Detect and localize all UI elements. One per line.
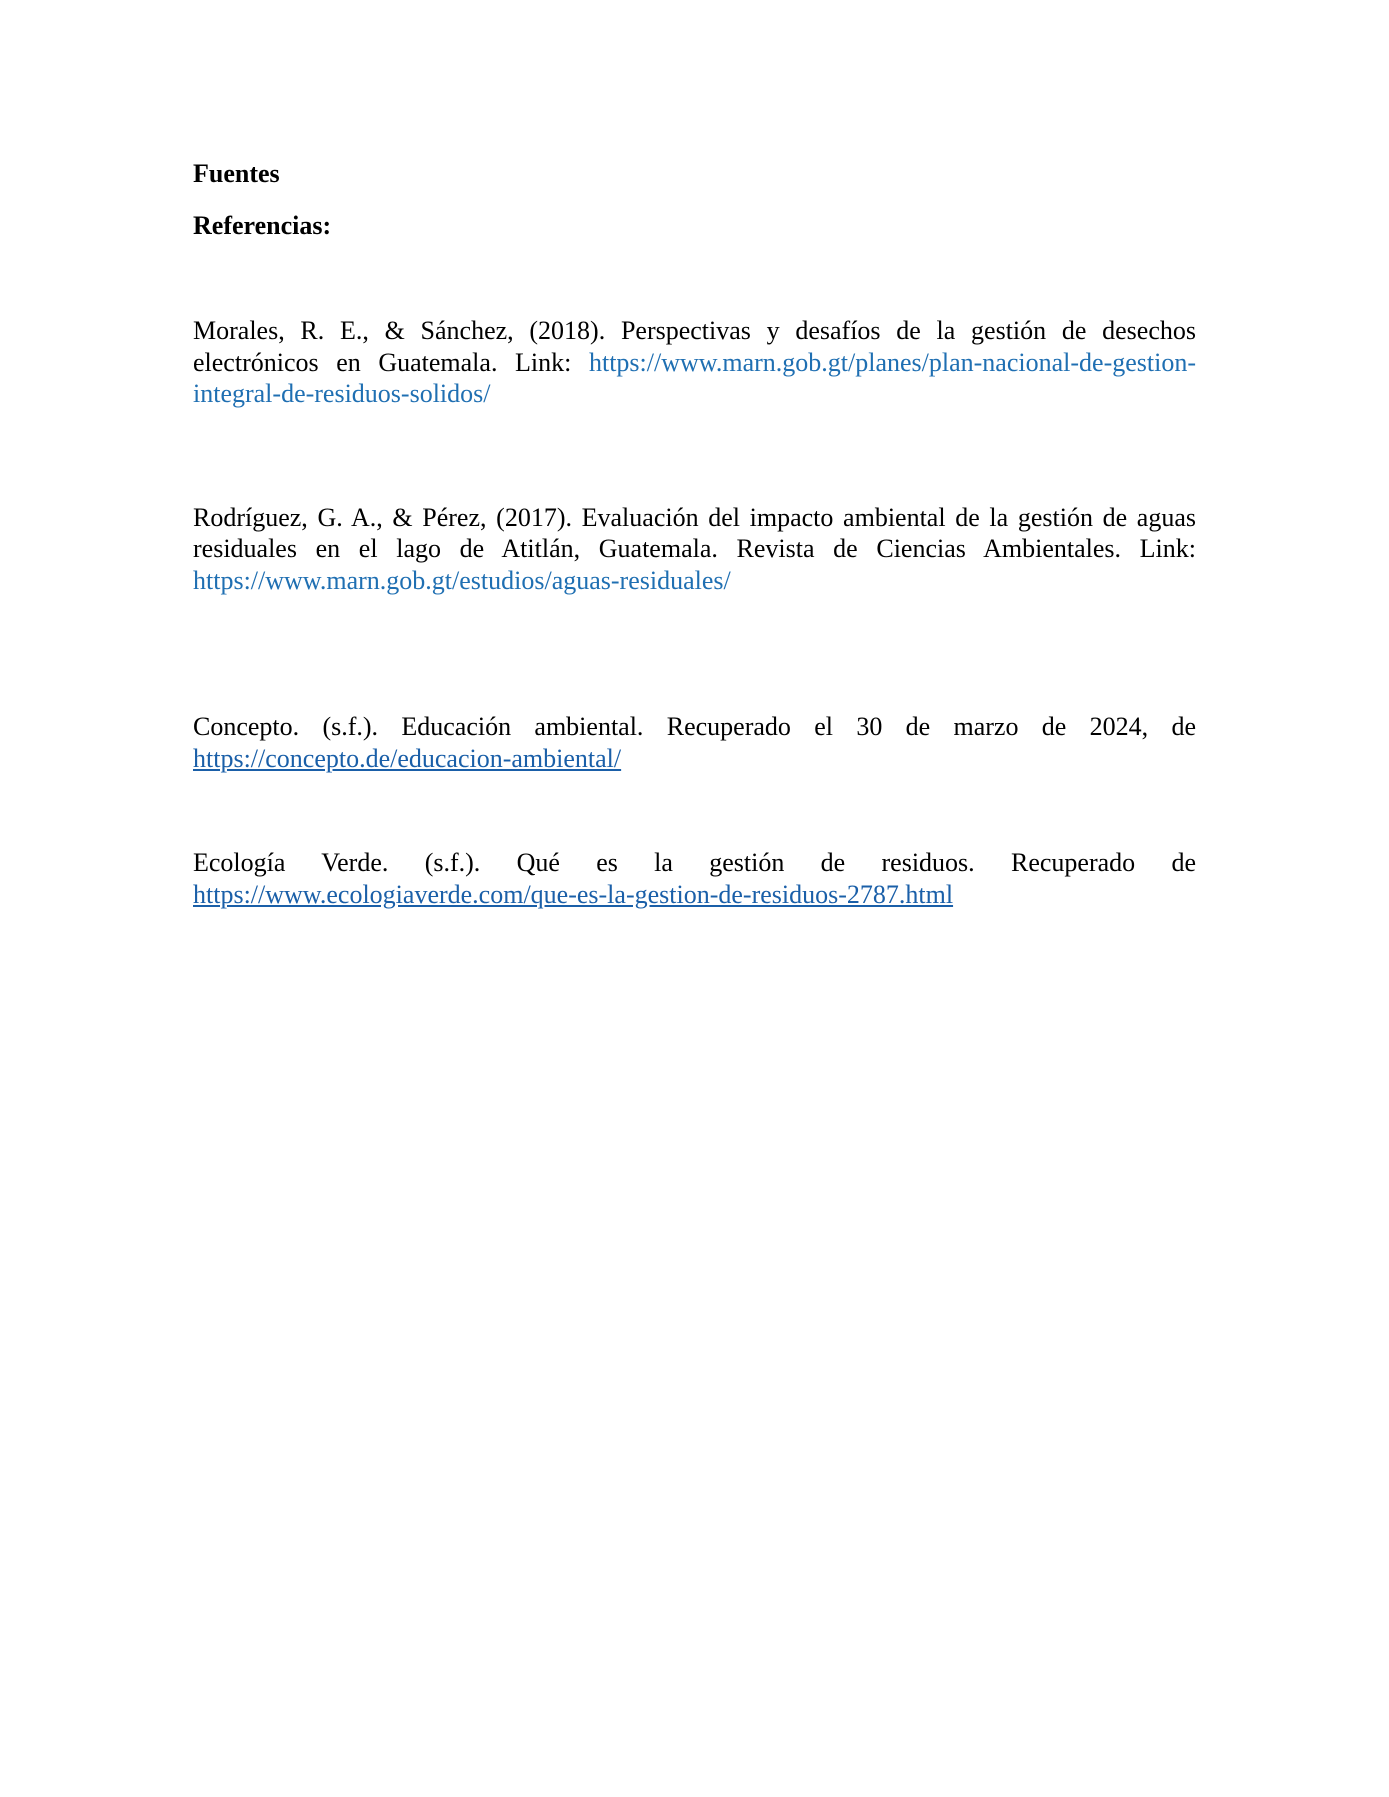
page-content	[193, 157, 1196, 910]
reference-link[interactable]: https://www.marn.gob.gt/estudios/aguas-residuales/	[193, 565, 731, 595]
reference-text: Morales, R. E., & Sánchez, (2018). Perspectivas y desafíos de la gestión de desechos electrónicos en Guatemala. Link:	[193, 316, 1196, 377]
reference-text: Concepto. (s.f.). Educación ambiental. Recuperado el 30 de marzo de 2024, de	[193, 712, 1196, 741]
reference-link[interactable]: https://www.ecologiaverde.com/que-es-la-gestion-de-residuos-2787.html	[193, 879, 954, 909]
reference-text: Ecología Verde. (s.f.). Qué es la gestión de residuos. Recuperado de	[193, 848, 1196, 877]
reference-link[interactable]: https://concepto.de/educacion-ambiental/	[193, 743, 622, 773]
reference-ecologia-verde	[193, 847, 1196, 910]
reference-link[interactable]: https://www.marn.gob.gt/planes/plan-nacional-de-gestion-integral-de-residuos-solidos/	[193, 347, 1196, 408]
reference-text: Rodríguez, G. A., & Pérez, (2017). Evaluación del impacto ambiental de la gestión de aguas residuales en el lago de Atitlán, Guatemala. Revista de Ciencias Ambientales. Link:	[193, 502, 1196, 563]
reference-morales	[193, 315, 1196, 410]
reference-rodriguez	[193, 502, 1196, 597]
sources-heading: Fuentes	[193, 159, 280, 188]
references-heading: Referencias:	[193, 211, 332, 240]
reference-concepto	[193, 711, 1196, 774]
